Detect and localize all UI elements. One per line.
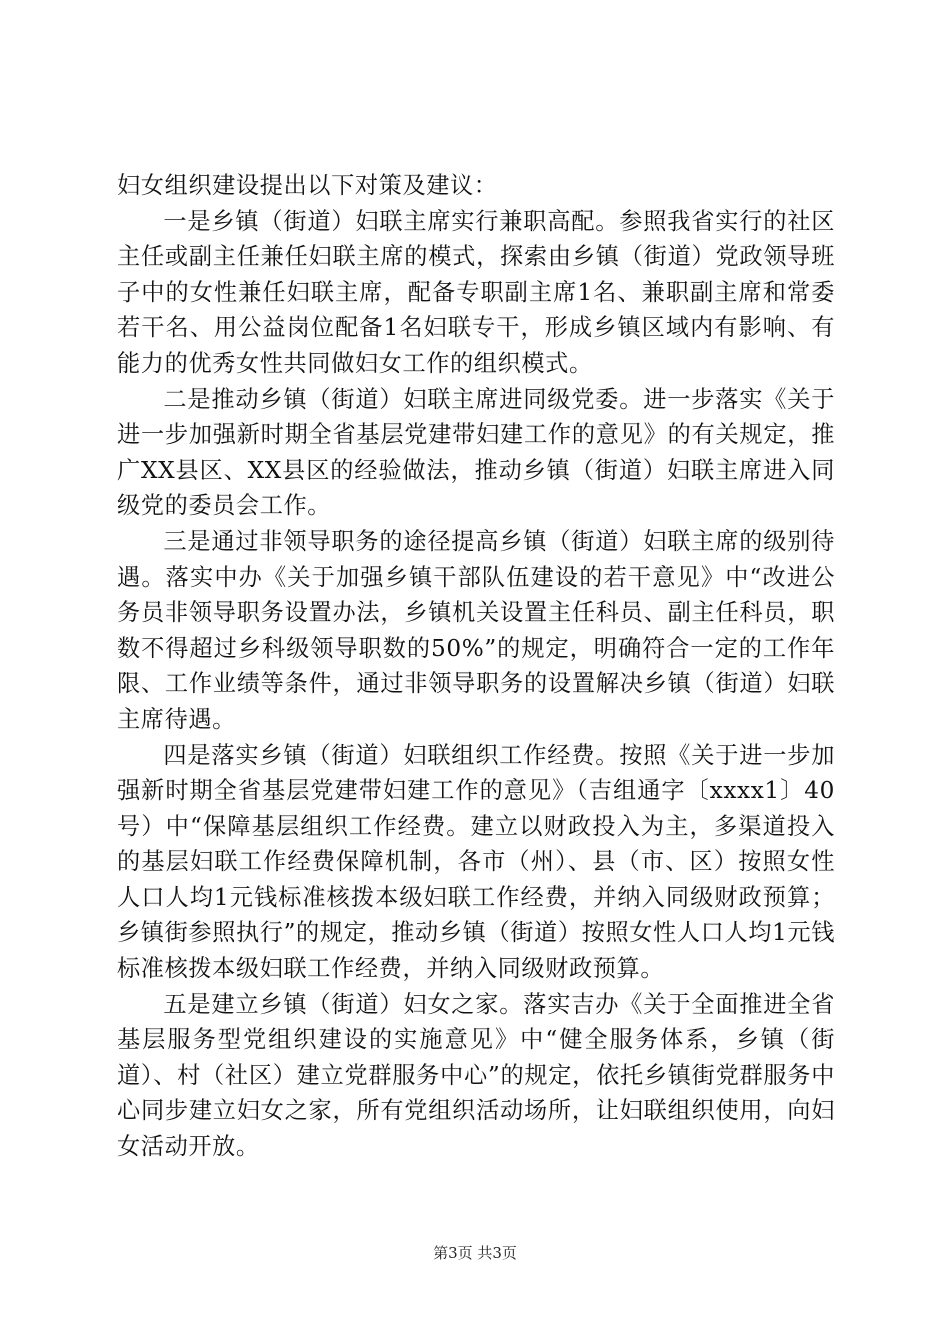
paragraph-intro: 妇女组织建设提出以下对策及建议： [117,172,498,199]
paragraph-item-5: 五是建立乡镇（街道）妇女之家。落实吉办《关于全面推进全省基层服务型党组织建设的实施意见》中“健全服务体系，乡镇（街道）、村（社区）建立党群服务中心”的规定，依托乡镇街党群服务中心同步建立妇女之家，所有党组织活动场所，让妇联组织使用，向妇女活动开放。 [117,990,835,1161]
paragraph-item-2: 二是推动乡镇（街道）妇联主席进同级党委。进一步落实《关于进一步加强新时期全省基层党建带妇建工作的意见》的有关规定，推广XX县区、XX县区的经验做法，推动乡镇（街道）妇联主席进入同级党的委员会工作。 [117,385,835,520]
paragraph-item-1: 一是乡镇（街道）妇联主席实行兼职高配。参照我省实行的社区主任或副主任兼任妇联主席的模式，探索由乡镇（街道）党政领导班子中的女性兼任妇联主席，配备专职副主席1名、兼职副主席和常委若干名、用公益岗位配备1名妇联专干，形成乡镇区域内有影响、有能力的优秀女性共同做妇女工作的组织模式。 [117,207,835,377]
paragraph-item-4: 四是落实乡镇（街道）妇联组织工作经费。按照《关于进一步加强新时期全省基层党建带妇建工作的意见》（吉组通字〔xxxx1〕40号）中“保障基层组织工作经费。建立以财政投入为主，多渠道投入的基层妇联工作经费保障机制，各市（州）、县（市、区）按照女性人口人均1元钱标准核拨本级妇联工作经费，并纳入同级财政预算；乡镇街参照执行”的规定，推动乡镇（街道）按照女性人口人均1元钱标准核拨本级妇联工作经费，并纳入同级财政预算。 [117,741,835,983]
page-footer: 第3页 共3页 [433,1244,517,1262]
paragraph-item-3: 三是通过非领导职务的途径提高乡镇（街道）妇联主席的级别待遇。落实中办《关于加强乡镇干部队伍建设的若干意见》中“改进公务员非领导职务设置办法，乡镇机关设置主任科员、副主任科员，职数不得超过乡科级领导职数的50%”的规定，明确符合一定的工作年限、工作业绩等条件，通过非领导职务的设置解决乡镇（街道）妇联主席待遇。 [117,527,835,733]
document-body [117,168,835,1165]
